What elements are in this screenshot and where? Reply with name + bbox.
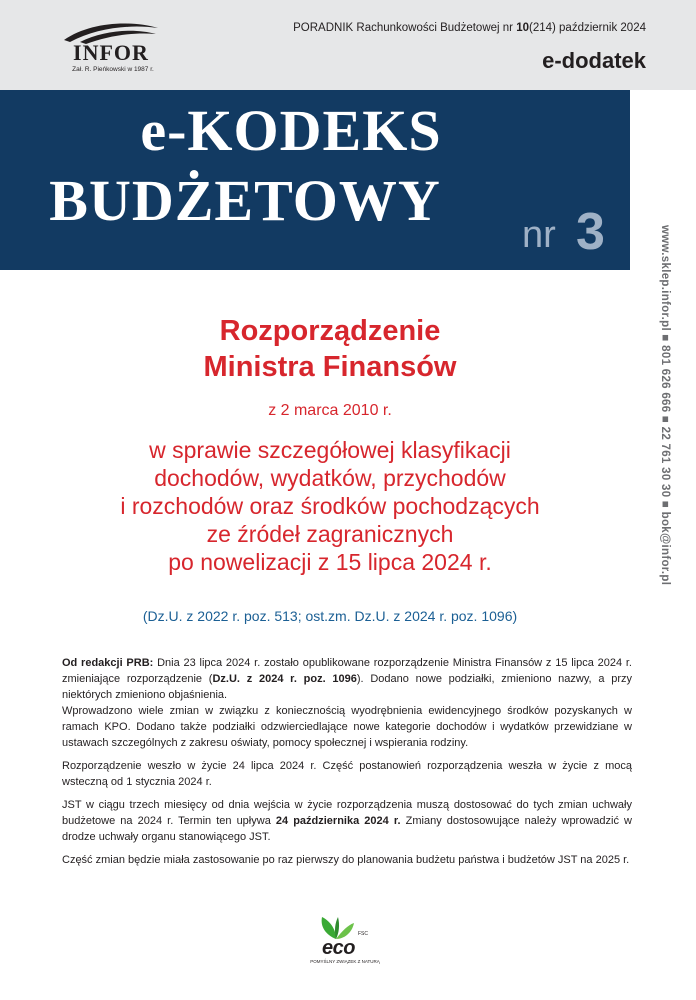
eco-word: eco [322,937,355,959]
supplement-label: e-dodatek [542,48,646,73]
editorial-bold: 24 października 2024 r. [275,815,401,827]
series-suffix: (214) październik 2024 [529,22,646,34]
eco-subtitle: POMYŚLNY ZWIĄZEK Z NATURĄ [310,959,380,964]
top-bar [0,0,696,90]
series-info [293,22,646,34]
editorial-lead: Od redakcji PRB: [62,657,154,669]
title-banner [0,90,630,270]
editorial-paragraph-1 [62,655,632,751]
infor-logo [58,18,168,80]
series-prefix: PORADNIK Rachunkowości Budżetowej nr [293,22,517,34]
issue-nr-value: 3 [576,203,605,261]
doc-title-line2: Ministra Finansów [203,351,457,383]
doc-subject [30,436,630,576]
doc-title-line1: Rozporządzenie [219,315,441,347]
doc-reference: (Dz.U. z 2022 r. poz. 513; ost.zm. Dz.U. z 2024 r. poz. 1096) [142,608,518,624]
series-number: 10 [516,22,529,34]
subject-line: ze źródeł zagranicznych [206,521,454,547]
subject-line: w sprawie szczegółowej klasyfikacji [149,437,511,463]
editorial-text: Zmiany dostosowujące należy wprowadzić w drodze uchwały organu stanowiącego JST. [62,815,632,843]
editorial-paragraph-4: Część zmian będzie miała zastosowanie po raz pierwszy do planowania budżetu państwa i budżetów JST na 2025 r. [62,854,630,866]
logo-wordmark: INFOR [73,40,149,65]
editorial-bold: Dz.U. z 2024 r. poz. 1096 [212,673,357,685]
editorial-text: ). Dodano nowe podziałki, zmieniono nazwy, a przy niektórych zmieniono objaśnienia. [62,673,632,701]
editorial-paragraph-3 [62,797,632,845]
editorial-text: Wprowadzono wiele zmian w związku z koniecznością wyodrębnienia ewidencyjnego środków pozyskanych w ramach KPO. Dodano także podziałki odzwierciedlające nowe kategorie dochodów i wydatków przewidziane w ustawach szczególnych z zakresu oświaty, pomocy społecznej i wspierania rodziny. [62,705,632,749]
eco-badge [310,915,380,973]
issue-nr-label: nr [522,214,556,256]
editorial-note [62,655,632,875]
subject-line: dochodów, wydatków, przychodów [154,465,506,491]
editorial-text: JST w ciągu trzech miesięcy od dnia wejścia w życie rozporządzenia muszą dostosować do tych zmian uchwały budżetowe na 2024 r. Termin ten upływa [62,799,632,827]
editorial-text: Dnia 23 lipca 2024 r. zostało opublikowane rozporządzenie Ministra Finansów z 15 lipca 2024 r. zmieniające rozporządzenie ( [62,657,632,685]
side-contact-text: www.sklep.infor.pl ■ 801 626 666 ■ 22 761 30 30 ■ bok@infor.pl [659,225,671,586]
banner-title-line2: BUDŻETOWY [49,168,441,233]
subject-line: po nowelizacji z 15 lipca 2024 r. [168,549,492,575]
editorial-paragraph-2: Rozporządzenie weszło w życie 24 lipca 2024 r. Część postanowień rozporządzenia weszła w życie z mocą wsteczną od 1 stycznia 2024 r. [62,760,632,788]
doc-date: z 2 marca 2010 r. [268,402,392,419]
logo-subtitle: Zał. R. Pieńkowski w 1987 r. [72,66,154,73]
subject-line: i rozchodów oraz środków pochodzących [120,493,540,519]
eco-tag: FSC [358,931,368,937]
banner-title-line1: e-KODEKS [140,98,442,163]
